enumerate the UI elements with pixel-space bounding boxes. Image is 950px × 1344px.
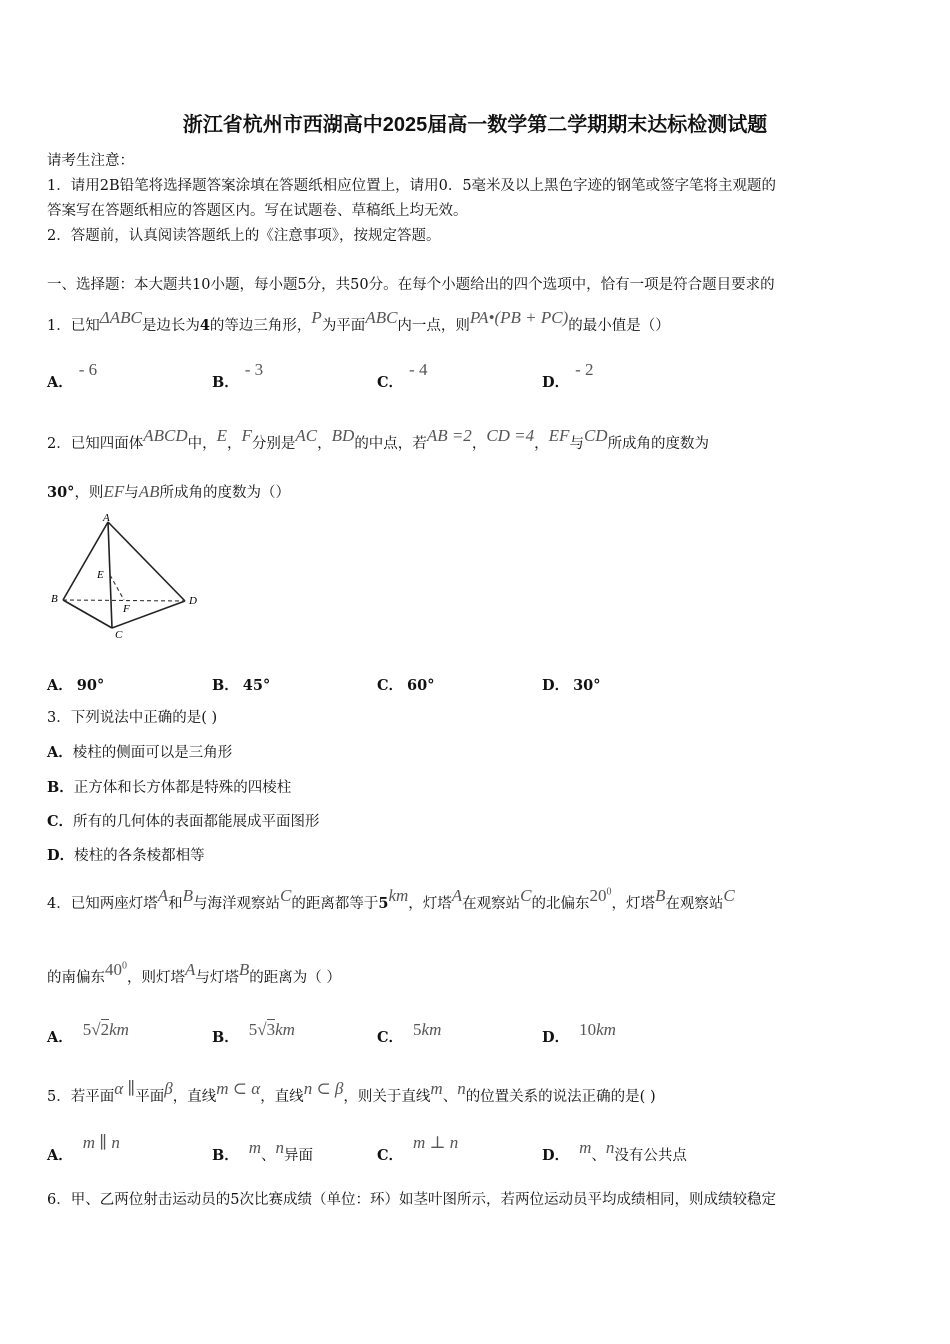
text: 为平面 — [321, 318, 366, 334]
separator: 、 — [261, 1148, 276, 1164]
option-d[interactable] — [542, 1138, 687, 1165]
math: PA•(PB + PC) — [469, 308, 569, 327]
text: ，则灯塔 — [127, 970, 185, 986]
option-a[interactable] — [47, 1133, 120, 1165]
text: 的北偏东 — [531, 896, 590, 912]
edge-ad — [108, 522, 185, 601]
math: A — [185, 960, 196, 979]
label-e: E — [97, 569, 104, 581]
option-value — [83, 1020, 129, 1039]
option-d[interactable] — [47, 847, 205, 865]
section-heading: 一、选择题：本大题共10小题，每小题5分，共50分。在每个小题给出的四个选项中，恰有一项是符合题目要求的 — [47, 277, 775, 293]
math: AB =2 — [426, 426, 472, 445]
text: ，灯塔 — [611, 896, 656, 912]
question-6 — [47, 1192, 776, 1209]
option-label: C． — [47, 813, 74, 830]
text: 的最小值是（） — [568, 318, 670, 334]
option-math: m ⊥ n — [413, 1133, 459, 1152]
angle-number: 20 — [589, 886, 607, 905]
edge-ab — [63, 522, 108, 600]
option-label: C． — [377, 374, 404, 391]
text: 若平面 — [70, 1089, 115, 1105]
math: A — [451, 886, 463, 905]
option-value: - 2 — [575, 360, 594, 379]
option-text: 没有公共点 — [614, 1148, 687, 1164]
math: EF — [103, 482, 125, 501]
option-b[interactable] — [212, 1020, 295, 1047]
option-math: m — [579, 1138, 592, 1157]
coefficient: 5 — [82, 1020, 92, 1039]
option-a[interactable] — [47, 1020, 129, 1047]
math: n ⊂ β — [303, 1079, 344, 1098]
text: ，直线 — [260, 1089, 304, 1105]
math: B — [238, 960, 250, 979]
option-label: D． — [542, 677, 570, 694]
option-value: 45° — [242, 677, 271, 694]
text: 的位置关系的说法正确的是( ) — [465, 1089, 656, 1105]
text: 与 — [124, 485, 139, 501]
option-math: n — [275, 1138, 285, 1157]
math: ABC — [365, 308, 398, 327]
math: A — [157, 886, 169, 905]
notice-line: 2．答题前，认真阅读答题纸上的《注意事项》，按规定答题。 — [47, 228, 441, 244]
text: 是边长为 — [141, 318, 200, 334]
option-value: - 6 — [78, 360, 98, 379]
math: β — [164, 1079, 173, 1098]
text: 已知 — [70, 318, 100, 334]
text: 中， — [187, 436, 217, 452]
angle-value: 30° — [47, 484, 75, 501]
tetrahedron-figure — [45, 510, 215, 645]
text: 的距离都等于 — [291, 896, 379, 912]
label-a: A — [103, 512, 110, 524]
math: m — [430, 1079, 443, 1098]
option-value: - 3 — [244, 360, 264, 379]
option-label: C． — [377, 1029, 404, 1046]
option-c[interactable] — [377, 1020, 442, 1047]
question-2-line2 — [47, 482, 290, 502]
unit: km — [275, 1020, 295, 1039]
edge-bd-hidden — [63, 600, 185, 601]
option-label: A． — [47, 1147, 73, 1164]
math: AC — [295, 426, 318, 445]
superscript: 0 — [606, 886, 612, 898]
option-label: B． — [47, 779, 74, 796]
option-value — [413, 1020, 441, 1039]
option-label: D． — [542, 1029, 570, 1046]
question-number: 6． — [47, 1192, 71, 1208]
math: BD — [331, 426, 355, 445]
question-stem: 甲、乙两位射击运动员的5次比赛成绩（单位：环）如茎叶图所示，若两位运动员平均成绩相同，则成绩较稳定 — [70, 1192, 776, 1208]
radicand: 2 — [100, 1020, 110, 1039]
sqrt-symbol: √ — [257, 1020, 267, 1039]
option-label: B． — [212, 1029, 239, 1046]
option-d[interactable] — [542, 677, 601, 695]
text: 已知两座灯塔 — [70, 896, 158, 912]
option-label: C． — [377, 1147, 404, 1164]
option-a[interactable] — [47, 677, 104, 695]
text: 所成角的度数为 — [607, 436, 710, 452]
option-label: B． — [212, 677, 239, 694]
option-b[interactable] — [212, 677, 270, 695]
option-value: 棱柱的各条棱都相等 — [74, 848, 205, 864]
coefficient: 10 — [579, 1020, 597, 1039]
option-math: m — [248, 1138, 262, 1157]
option-c[interactable] — [377, 677, 434, 695]
math — [105, 960, 127, 979]
page-title: 浙江省杭州市西湖高中2025届高一数学第二学期期末达标检测试题 — [182, 114, 768, 136]
option-c[interactable] — [377, 1133, 459, 1165]
question-5 — [47, 1079, 656, 1106]
text: ， — [471, 436, 487, 452]
math: n — [457, 1079, 466, 1098]
text: 与灯塔 — [195, 970, 239, 986]
option-c[interactable] — [377, 360, 428, 392]
option-value: 60° — [407, 677, 435, 694]
label-b: B — [51, 593, 58, 605]
superscript: 0 — [122, 960, 127, 972]
text: 已知四面体 — [70, 436, 144, 452]
text: 所成角的度数为（） — [159, 485, 290, 501]
coefficient: 5 — [413, 1020, 422, 1039]
question-number: 1． — [47, 318, 71, 334]
question-stem: 下列说法中正确的是( ) — [70, 710, 218, 726]
separator: 、 — [591, 1148, 606, 1164]
math: CD =4 — [486, 426, 535, 445]
radicand: 3 — [266, 1020, 276, 1039]
text: ，则关于直线 — [343, 1089, 431, 1105]
option-c[interactable] — [47, 813, 320, 831]
option-label: D． — [47, 847, 75, 864]
option-label: A． — [47, 1029, 73, 1046]
text: 平面 — [135, 1089, 165, 1105]
option-label: A． — [47, 744, 73, 761]
text: ，则 — [74, 485, 104, 501]
option-d[interactable] — [542, 360, 594, 392]
option-b[interactable] — [47, 779, 291, 797]
segment-ef — [110, 575, 124, 600]
option-label: A． — [47, 374, 73, 391]
edge-bc — [63, 600, 112, 628]
math: EF — [548, 426, 570, 445]
math: AB — [138, 482, 160, 501]
text: ， — [227, 436, 242, 452]
option-value: 所有的几何体的表面都能展成平面图形 — [73, 814, 320, 830]
option-label: A． — [47, 677, 73, 694]
unit: km — [421, 1020, 442, 1039]
question-4 — [47, 886, 735, 913]
math: ABCD — [143, 426, 188, 445]
option-math: n — [605, 1138, 615, 1157]
label-c: C — [115, 629, 123, 641]
unit: km — [596, 1020, 616, 1039]
text: 和 — [168, 896, 183, 912]
text: ，灯塔 — [408, 896, 452, 912]
question-2 — [47, 426, 710, 453]
option-label: C． — [377, 677, 404, 694]
math: C — [280, 886, 292, 905]
option-a[interactable] — [47, 744, 232, 762]
question-4-line2 — [47, 960, 341, 987]
unit: km — [109, 1020, 129, 1039]
text: 内一点，则 — [397, 318, 470, 334]
text: ， — [317, 436, 332, 452]
option-value: 正方体和长方体都是特殊的四棱柱 — [73, 780, 292, 796]
option-value: - 4 — [409, 360, 428, 379]
option-value: 30° — [573, 677, 601, 694]
math: P — [311, 308, 322, 327]
question-3 — [47, 710, 217, 727]
sqrt-symbol: √ — [91, 1020, 101, 1039]
text: 的中点，若 — [354, 436, 427, 452]
option-label: B． — [212, 1147, 239, 1164]
question-number: 5． — [47, 1089, 71, 1105]
option-b[interactable] — [212, 1138, 314, 1165]
option-label: B． — [212, 374, 239, 391]
text: 与 — [569, 436, 584, 452]
option-label: D． — [542, 1147, 570, 1164]
math: C — [723, 886, 735, 905]
math: B — [182, 886, 194, 905]
text: 的等边三角形， — [209, 318, 312, 334]
text: 的距离为（ ） — [249, 970, 341, 986]
math: α ∥ — [114, 1079, 136, 1098]
question-number: 3． — [47, 710, 71, 726]
math: B — [655, 886, 666, 905]
math: km — [388, 886, 409, 905]
text: 在观察站 — [462, 896, 521, 912]
math: ΔABC — [99, 308, 142, 327]
label-f: F — [123, 603, 130, 615]
question-number: 2． — [47, 436, 71, 452]
notice-line: 1．请用2B铅笔将选择题答案涂填在答题纸相应位置上，请用0．5毫米及以上黑色字迹的钢笔或签字笔将主观题的 — [47, 178, 777, 194]
math: E — [216, 426, 228, 445]
math: m ⊂ α — [216, 1079, 261, 1098]
option-text: 异面 — [284, 1148, 314, 1164]
math: C — [520, 886, 532, 905]
option-label: D． — [542, 374, 570, 391]
text: 分别是 — [251, 436, 296, 452]
text: ，直线 — [172, 1089, 217, 1105]
math: CD — [583, 426, 608, 445]
notice-line: 答案写在答题纸相应的答题区内。写在试题卷、草稿纸上均无效。 — [47, 203, 468, 219]
option-value: 棱柱的侧面可以是三角形 — [72, 745, 233, 761]
option-b[interactable] — [212, 360, 264, 392]
text: 、 — [442, 1089, 458, 1105]
option-a[interactable] — [47, 360, 98, 392]
text: ， — [534, 436, 549, 452]
notice-heading: 请考生注意： — [47, 153, 134, 169]
angle-number: 40 — [105, 960, 122, 979]
question-1 — [47, 308, 670, 335]
math: F — [241, 426, 252, 445]
option-value — [579, 1020, 616, 1039]
label-d: D — [189, 595, 197, 607]
option-value — [249, 1020, 295, 1039]
option-math: m ∥ n — [82, 1133, 120, 1152]
text: 的南偏东 — [47, 970, 105, 986]
math — [590, 886, 612, 905]
number: 5 — [378, 895, 389, 912]
text: 在观察站 — [665, 896, 724, 912]
question-number: 4． — [47, 896, 71, 912]
text: 与海洋观察站 — [193, 896, 281, 912]
option-d[interactable] — [542, 1020, 616, 1047]
number: 4 — [199, 317, 210, 334]
coefficient: 5 — [248, 1020, 258, 1039]
option-value: 90° — [76, 677, 105, 694]
